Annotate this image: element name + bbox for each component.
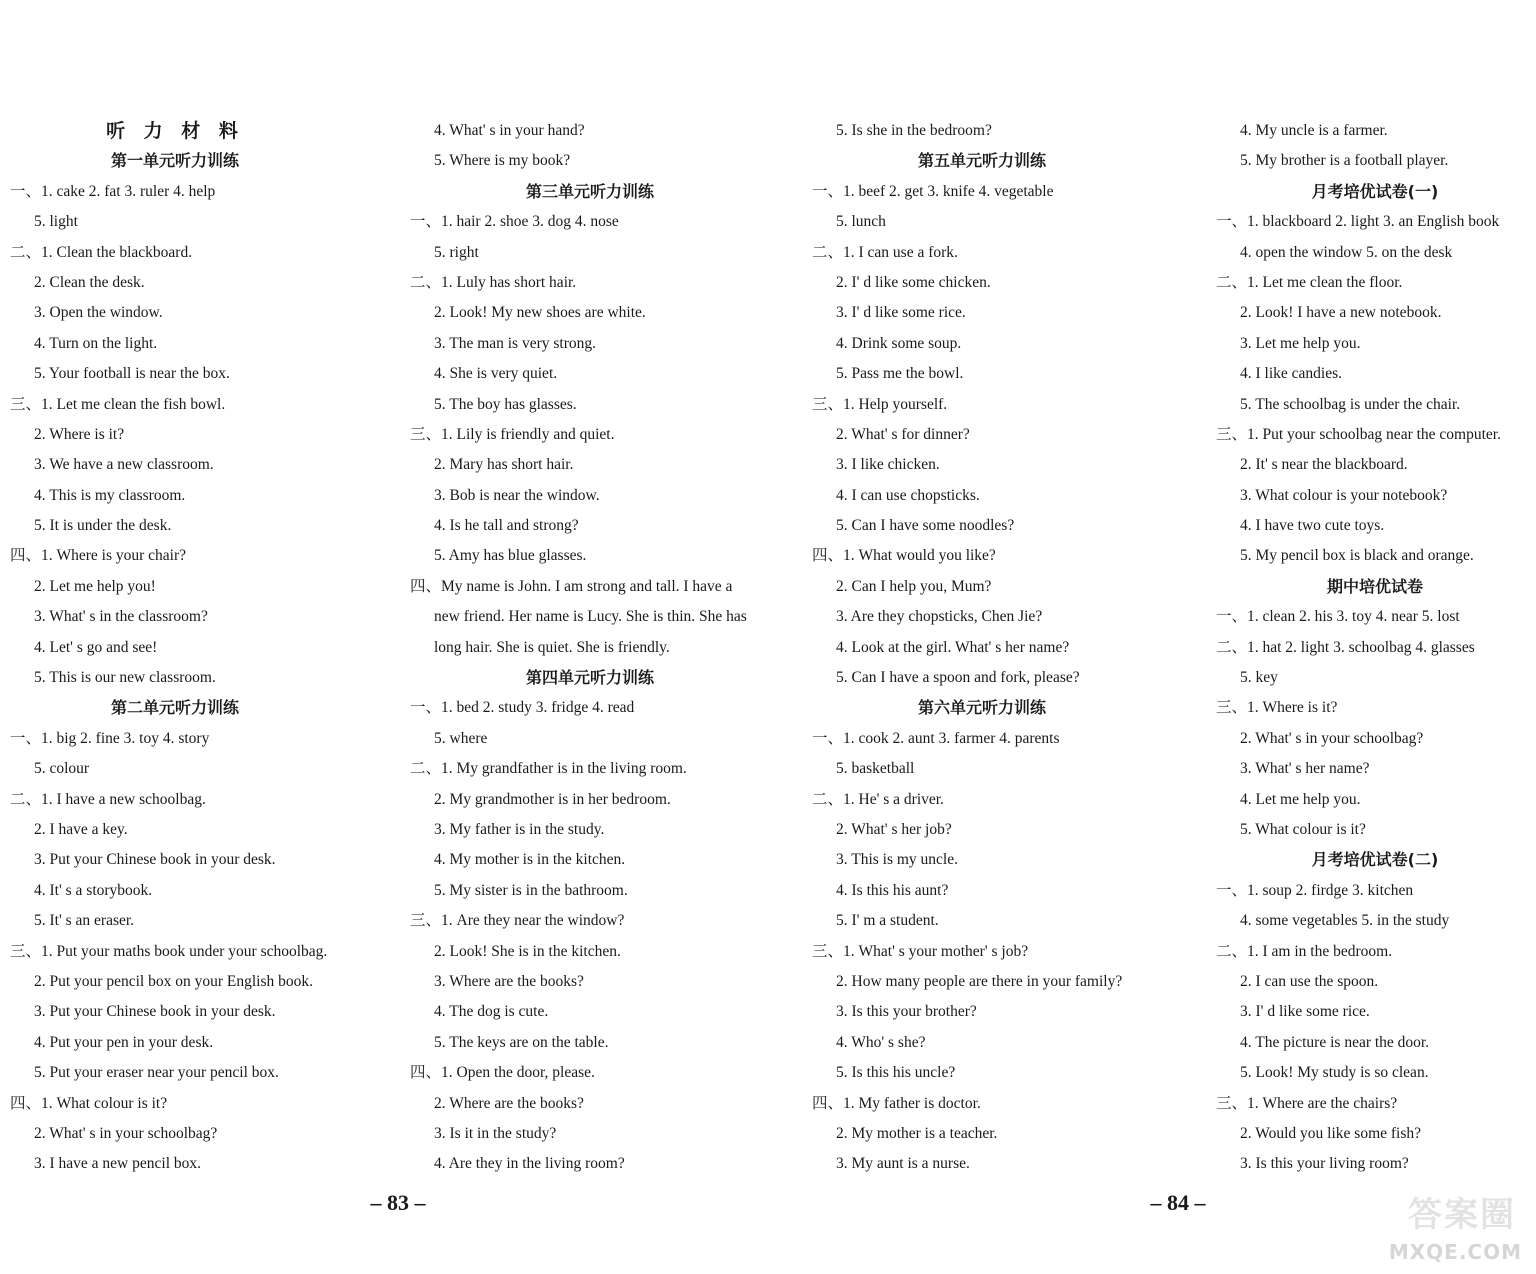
text-line: 5. I' m a student.	[836, 912, 939, 930]
text-line: 一、1. blackboard 2. light 3. an English book	[1216, 213, 1500, 231]
text-line: 5. The boy has glasses.	[434, 395, 577, 413]
text-line: 3. Open the window.	[34, 304, 163, 322]
text-line: 5. where	[434, 729, 488, 747]
text-line: 三、1. Where is it?	[1216, 699, 1338, 717]
text-line: 5. Where is my book?	[434, 152, 571, 170]
text-line: 5. Is she in the bedroom?	[836, 122, 992, 139]
text-line: 2. I can use the spoon.	[1240, 972, 1379, 990]
column-4	[1216, 116, 1534, 1180]
text-line: 3. Is it in the study?	[434, 1124, 557, 1142]
text-line: 5. colour	[34, 760, 90, 778]
text-line: 4. some vegetables 5. in the study	[1240, 912, 1450, 930]
text-line: 四、1. What would you like?	[812, 547, 996, 565]
text-line: 4. I have two cute toys.	[1240, 517, 1385, 535]
text-line: 四、1. Open the door, please.	[410, 1064, 595, 1082]
text-line: 5. The keys are on the table.	[434, 1033, 609, 1051]
text-line: 三、1. Help yourself.	[812, 395, 948, 413]
text-line: 5. Can I have some noodles?	[836, 517, 1015, 535]
text-line: 2. What' s in your schoolbag?	[1240, 729, 1424, 747]
text-line: 4. My mother is in the kitchen.	[434, 851, 626, 869]
text-line: 2. What' s in your schoolbag?	[34, 1124, 218, 1142]
section-heading: 第四单元听力训练	[525, 668, 654, 688]
text-line: 2. How many people are there in your family?	[836, 972, 1123, 990]
text-line: 2. Let me help you!	[34, 577, 156, 595]
text-line: 4. I like candies.	[1240, 365, 1343, 383]
column-3	[812, 116, 1152, 1180]
text-line: 四、1. What colour is it?	[10, 1094, 168, 1112]
text-line: 4. This is my classroom.	[34, 486, 186, 504]
text-line: 3. The man is very strong.	[434, 334, 597, 352]
text-line: 3. I' d like some rice.	[836, 304, 966, 322]
text-line: 二、1. Luly has short hair.	[410, 273, 577, 291]
text-line: 一、1. hair 2. shoe 3. dog 4. nose	[410, 213, 619, 231]
text-line: 3. Put your Chinese book in your desk.	[34, 851, 276, 869]
text-line: 3. What' s in the classroom?	[34, 608, 208, 626]
text-line: 四、My name is John. I am strong and tall. I have a	[410, 577, 733, 595]
text-line: 4. Look at the girl. What' s her name?	[836, 638, 1070, 656]
watermark-site: MXQE.COM	[1388, 1240, 1522, 1264]
text-line: 4. My uncle is a farmer.	[1240, 122, 1388, 139]
text-line: 3. My father is in the study.	[434, 820, 605, 838]
text-line: 二、1. hat 2. light 3. schoolbag 4. glasses	[1216, 638, 1475, 656]
text-line: 3. Put your Chinese book in your desk.	[34, 1003, 276, 1021]
text-line: 2. Where is it?	[34, 425, 125, 443]
text-line: 5. Amy has blue glasses.	[434, 547, 587, 565]
text-line: 5. light	[34, 213, 78, 231]
section-heading: 第一单元听力训练	[110, 151, 239, 171]
text-line: 5. Pass me the bowl.	[836, 365, 964, 383]
text-line: 4. The picture is near the door.	[1240, 1033, 1430, 1051]
text-line: 一、1. soup 2. firdge 3. kitchen	[1216, 881, 1414, 899]
section-heading: 第五单元听力训练	[917, 151, 1046, 171]
watermark	[1388, 1190, 1528, 1270]
text-line: 3. Is this your living room?	[1240, 1155, 1409, 1173]
section-heading: 第三单元听力训练	[525, 181, 654, 201]
text-line: 四、1. My father is doctor.	[812, 1094, 981, 1112]
text-line: 4. Drink some soup.	[836, 334, 962, 352]
text-line: 4. What' s in your hand?	[434, 122, 585, 139]
text-line: 三、1. Lily is friendly and quiet.	[410, 425, 615, 443]
text-line: 一、1. beef 2. get 3. knife 4. vegetable	[812, 182, 1054, 200]
text-line: 4. It' s a storybook.	[34, 881, 153, 899]
text-line: 2. Clean the desk.	[34, 273, 145, 291]
text-line: 3. I' d like some rice.	[1240, 1003, 1370, 1021]
text-line: 5. This is our new classroom.	[34, 669, 216, 687]
text-line: 3. Is this your brother?	[836, 1003, 977, 1021]
text-line: 4. Turn on the light.	[34, 334, 158, 352]
text-line: 2. My grandmother is in her bedroom.	[434, 790, 671, 808]
text-line: 5. My pencil box is black and orange.	[1240, 547, 1474, 565]
text-line: 二、1. Clean the blackboard.	[10, 243, 193, 261]
text-line: 5. It' s an eraser.	[34, 912, 135, 930]
text-line: 4. Put your pen in your desk.	[34, 1033, 214, 1051]
text-line: 4. open the window 5. on the desk	[1240, 243, 1453, 261]
page-number-left: – 83 –	[370, 1190, 426, 1215]
text-line: 三、1. Are they near the window?	[410, 912, 625, 930]
text-line: 三、1. Put your schoolbag near the computer.	[1216, 425, 1501, 443]
text-line: 2. Look! I have a new notebook.	[1240, 304, 1442, 322]
text-line: 二、1. I can use a fork.	[812, 243, 958, 261]
text-line: 4. Let me help you.	[1240, 790, 1361, 808]
text-line: 4. Is this his aunt?	[836, 881, 949, 899]
text-line: 3. My aunt is a nurse.	[836, 1155, 970, 1173]
text-line: 5. My sister is in the bathroom.	[434, 881, 628, 899]
text-line: 4. Who' s she?	[836, 1033, 926, 1051]
text-line: 一、1. clean 2. his 3. toy 4. near 5. lost	[1216, 608, 1460, 626]
text-line: 5. Can I have a spoon and fork, please?	[836, 669, 1080, 687]
text-line: 2. Can I help you, Mum?	[836, 577, 992, 595]
text-line: 5. basketball	[836, 760, 915, 778]
text-line: 二、1. My grandfather is in the living room.	[410, 760, 687, 778]
text-line: 5. Put your eraser near your pencil box.	[34, 1064, 279, 1082]
text-line: 4. Let' s go and see!	[34, 638, 158, 656]
text-line: 2. Put your pencil box on your English book.	[34, 972, 313, 990]
text-line: 5. What colour is it?	[1240, 820, 1366, 838]
text-line: 3. I like chicken.	[836, 456, 940, 474]
text-line: 3. What' s her name?	[1240, 760, 1370, 778]
text-line: 三、1. Let me clean the fish bowl.	[10, 395, 226, 413]
text-line: 5. The schoolbag is under the chair.	[1240, 395, 1461, 413]
text-line: 3. Let me help you.	[1240, 334, 1361, 352]
text-line: 一、1. cook 2. aunt 3. farmer 4. parents	[812, 729, 1060, 747]
text-line: 三、1. Put your maths book under your schoolbag.	[10, 942, 328, 960]
section-heading: 月考培优试卷(二)	[1311, 850, 1439, 870]
text-line: 5. It is under the desk.	[34, 517, 172, 535]
text-line: 3. Are they chopsticks, Chen Jie?	[836, 608, 1043, 626]
text-line: 4. Are they in the living room?	[434, 1155, 625, 1173]
text-line: 3. Bob is near the window.	[434, 486, 600, 504]
text-line: 3. What colour is your notebook?	[1240, 486, 1448, 504]
section-heading: 听 力 材 料	[106, 120, 244, 142]
text-line: 四、1. Where is your chair?	[10, 547, 187, 565]
text-line: 2. Where are the books?	[434, 1094, 584, 1112]
text-line: 2. It' s near the blackboard.	[1240, 456, 1408, 474]
text-line: 一、1. bed 2. study 3. fridge 4. read	[410, 699, 635, 717]
text-line: 二、1. He' s a driver.	[812, 790, 944, 808]
text-line: 2. Look! My new shoes are white.	[434, 304, 646, 322]
text-line: 4. Is he tall and strong?	[434, 517, 579, 535]
text-line: 2. Mary has short hair.	[434, 456, 574, 474]
section-heading: 月考培优试卷(一)	[1311, 181, 1439, 201]
text-line: 2. What' s for dinner?	[836, 425, 970, 443]
text-line: 2. I' d like some chicken.	[836, 273, 991, 291]
text-line: 2. My mother is a teacher.	[836, 1124, 998, 1142]
text-line: 3. We have a new classroom.	[34, 456, 214, 474]
text-line: 一、1. cake 2. fat 3. ruler 4. help	[10, 182, 216, 200]
text-line: 2. I have a key.	[34, 820, 128, 838]
text-line: 二、1. I have a new schoolbag.	[10, 790, 206, 808]
section-heading: 期中培优试卷	[1326, 576, 1423, 596]
text-line: 3. I have a new pencil box.	[34, 1155, 201, 1173]
text-line: 4. She is very quiet.	[434, 365, 558, 383]
text-line: 2. Would you like some fish?	[1240, 1124, 1422, 1142]
text-line: 三、1. What' s your mother' s job?	[812, 942, 1029, 960]
text-line: 4. I can use chopsticks.	[836, 486, 980, 504]
text-line: new friend. Her name is Lucy. She is thin. She has	[434, 608, 747, 626]
text-line: 3. Where are the books?	[434, 972, 584, 990]
column-1	[10, 116, 340, 1180]
text-line: 一、1. big 2. fine 3. toy 4. story	[10, 729, 210, 747]
section-heading: 第二单元听力训练	[110, 698, 239, 718]
page-number-right: – 84 –	[1150, 1190, 1206, 1215]
text-line: 5. Look! My study is so clean.	[1240, 1064, 1429, 1082]
text-line: 5. My brother is a football player.	[1240, 152, 1449, 170]
text-line: long hair. She is quiet. She is friendly.	[434, 638, 670, 656]
text-line: 4. The dog is cute.	[434, 1003, 549, 1021]
text-line: 二、1. Let me clean the floor.	[1216, 273, 1403, 291]
text-line: 2. What' s her job?	[836, 820, 952, 838]
text-line: 3. This is my uncle.	[836, 851, 958, 869]
text-line: 5. Your football is near the box.	[34, 365, 230, 383]
text-line: 2. Look! She is in the kitchen.	[434, 942, 621, 960]
text-line: 5. key	[1240, 669, 1278, 687]
watermark-logo: 答案圈	[1408, 1195, 1516, 1235]
column-2	[410, 116, 770, 1180]
text-line: 5. lunch	[836, 213, 886, 231]
section-heading: 第六单元听力训练	[917, 698, 1046, 718]
text-line: 5. Is this his uncle?	[836, 1064, 956, 1082]
text-line: 5. right	[434, 243, 479, 261]
text-line: 二、1. I am in the bedroom.	[1216, 942, 1393, 960]
text-line: 三、1. Where are the chairs?	[1216, 1094, 1398, 1112]
